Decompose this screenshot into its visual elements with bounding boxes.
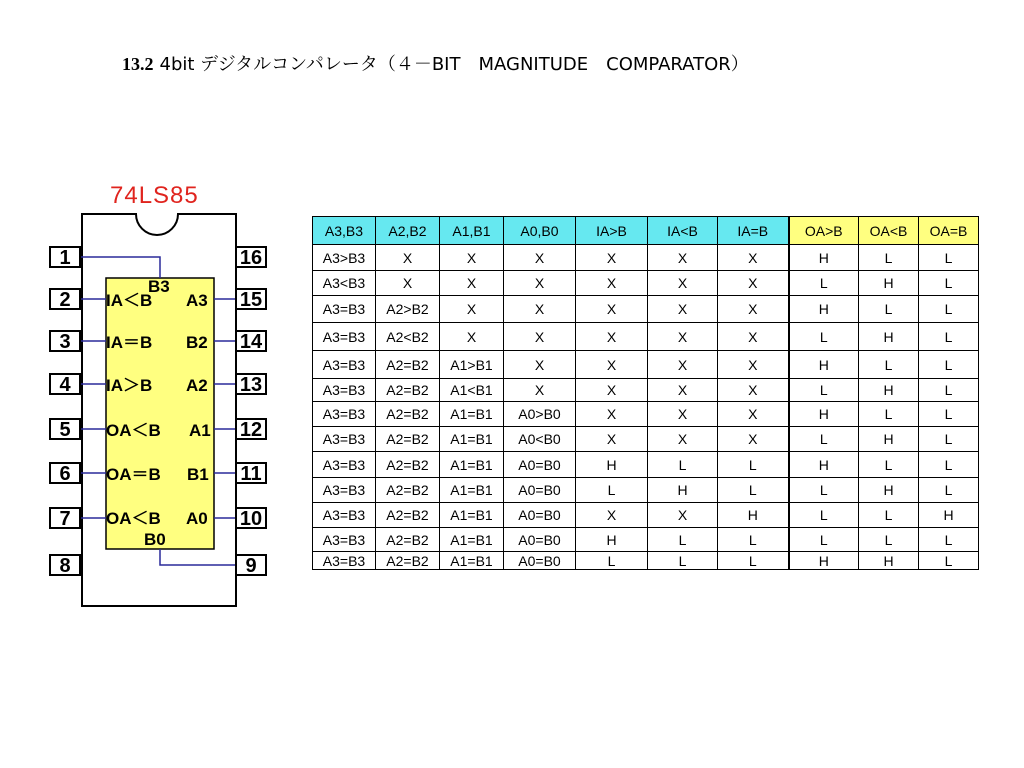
header-a2b2: A2,B2 [376, 217, 440, 245]
table-cell: X [648, 427, 718, 452]
table-cell: L [859, 528, 919, 552]
table-cell: H [859, 427, 919, 452]
table-cell: L [789, 271, 859, 296]
table-cell: L [919, 552, 979, 570]
table-cell: L [576, 552, 648, 570]
pin-number-15: 15 [239, 289, 263, 311]
pin-number-13: 13 [239, 374, 263, 396]
table-cell: A1=B1 [440, 478, 504, 503]
pin-number-8: 8 [59, 555, 71, 577]
table-cell: L [576, 478, 648, 503]
label-ia-lt-b: IA＜B [106, 291, 153, 310]
section-number: 13.2 [122, 54, 154, 74]
table-cell: L [648, 452, 718, 478]
header-oa-gt-b: OA>B [789, 217, 859, 245]
table-cell: X [576, 402, 648, 427]
table-cell: H [789, 296, 859, 323]
table-cell: A2=B2 [376, 379, 440, 402]
table-cell: X [504, 351, 576, 379]
truth-table-header [313, 217, 979, 245]
table-cell: A0=B0 [504, 478, 576, 503]
pin-number-11: 11 [240, 463, 262, 485]
label-ia-eq-b: IA＝B [106, 333, 153, 352]
table-cell: X [504, 379, 576, 402]
table-cell: X [718, 323, 789, 351]
table-cell: H [859, 323, 919, 351]
table-cell: L [919, 427, 979, 452]
table-row [313, 351, 979, 379]
table-cell: H [859, 379, 919, 402]
table-cell: L [859, 402, 919, 427]
table-cell: X [648, 351, 718, 379]
table-cell: L [789, 503, 859, 528]
table-cell: A3=B3 [313, 323, 376, 351]
table-cell: A0=B0 [504, 452, 576, 478]
table-cell: X [576, 503, 648, 528]
table-row [313, 245, 979, 271]
table-cell: A2=B2 [376, 528, 440, 552]
table-cell: A2=B2 [376, 351, 440, 379]
table-cell: L [919, 296, 979, 323]
table-cell: A3=B3 [313, 351, 376, 379]
label-ia-gt-b: IA＞B [106, 376, 153, 395]
table-cell: X [648, 402, 718, 427]
pin-number-10: 10 [239, 508, 263, 530]
table-cell: L [859, 503, 919, 528]
table-cell: X [648, 379, 718, 402]
table-cell: A2>B2 [376, 296, 440, 323]
table-cell: L [789, 478, 859, 503]
pin-number-5: 5 [59, 419, 71, 441]
table-cell: A2<B2 [376, 323, 440, 351]
table-cell: A2=B2 [376, 552, 440, 570]
table-cell: X [376, 271, 440, 296]
table-cell: X [718, 427, 789, 452]
table-cell: X [576, 323, 648, 351]
table-cell: A2=B2 [376, 503, 440, 528]
label-b1: B1 [187, 465, 209, 484]
table-cell: X [718, 245, 789, 271]
table-cell: H [859, 552, 919, 570]
table-cell: X [440, 323, 504, 351]
table-cell: L [718, 478, 789, 503]
table-cell: X [718, 271, 789, 296]
table-cell: A3=B3 [313, 452, 376, 478]
ic-package-diagram [40, 200, 320, 630]
table-cell: X [648, 323, 718, 351]
truth-table [312, 216, 979, 570]
table-cell: H [859, 478, 919, 503]
table-cell: L [648, 552, 718, 570]
title-text: 4bit デジタルコンパレータ（４－BIT MAGNITUDE COMPARATOR） [159, 54, 749, 75]
pin-number-3: 3 [59, 331, 71, 353]
table-row [313, 296, 979, 323]
table-cell: A0<B0 [504, 427, 576, 452]
table-cell: X [440, 271, 504, 296]
table-cell: L [789, 379, 859, 402]
pin-number-12: 12 [239, 419, 263, 441]
label-b3: B3 [148, 277, 170, 296]
table-cell: A3=B3 [313, 379, 376, 402]
table-cell: A2=B2 [376, 452, 440, 478]
truth-table-body [313, 245, 979, 570]
table-row [313, 552, 979, 570]
table-cell: X [440, 245, 504, 271]
table-cell: A1=B1 [440, 503, 504, 528]
header-oa-eq-b: OA=B [919, 217, 979, 245]
table-cell: H [789, 552, 859, 570]
table-cell: X [648, 245, 718, 271]
table-cell: X [576, 296, 648, 323]
table-cell: L [859, 351, 919, 379]
table-cell: L [919, 245, 979, 271]
table-cell: L [859, 245, 919, 271]
table-cell: X [648, 271, 718, 296]
table-cell: A3<B3 [313, 271, 376, 296]
table-cell: A3=B3 [313, 552, 376, 570]
table-cell: H [718, 503, 789, 528]
table-cell: L [919, 452, 979, 478]
label-a2: A2 [186, 376, 208, 395]
table-row [313, 271, 979, 296]
table-cell: A0>B0 [504, 402, 576, 427]
table-cell: L [919, 323, 979, 351]
label-oa-lt-b-2: OA＜B [106, 509, 161, 528]
header-a3b3: A3,B3 [313, 217, 376, 245]
header-oa-lt-b: OA<B [859, 217, 919, 245]
table-cell: A3=B3 [313, 427, 376, 452]
table-cell: A3=B3 [313, 503, 376, 528]
table-cell: A1=B1 [440, 528, 504, 552]
table-cell: L [919, 351, 979, 379]
header-a0b0: A0,B0 [504, 217, 576, 245]
table-cell: X [440, 296, 504, 323]
table-cell: H [648, 478, 718, 503]
table-row [313, 452, 979, 478]
table-cell: L [919, 379, 979, 402]
table-cell: X [504, 271, 576, 296]
table-cell: L [789, 528, 859, 552]
table-cell: H [789, 351, 859, 379]
pin-number-14: 14 [239, 331, 263, 353]
header-a1b1: A1,B1 [440, 217, 504, 245]
table-cell: A1=B1 [440, 402, 504, 427]
table-cell: A1<B1 [440, 379, 504, 402]
table-cell: X [576, 427, 648, 452]
table-cell: X [504, 296, 576, 323]
table-cell: L [718, 528, 789, 552]
table-cell: A2=B2 [376, 478, 440, 503]
table-cell: L [919, 478, 979, 503]
pin-number-6: 6 [59, 463, 71, 485]
table-cell: A3=B3 [313, 402, 376, 427]
table-row [313, 427, 979, 452]
chip-name: 74LS85 [110, 182, 199, 209]
table-cell: H [859, 271, 919, 296]
table-cell: L [919, 271, 979, 296]
header-ia-lt-b: IA<B [648, 217, 718, 245]
table-cell: A2=B2 [376, 402, 440, 427]
label-b0: B0 [144, 530, 166, 549]
table-cell: L [859, 452, 919, 478]
table-cell: H [789, 452, 859, 478]
table-cell: A3=B3 [313, 528, 376, 552]
table-row [313, 528, 979, 552]
table-cell: X [576, 351, 648, 379]
pin-number-7: 7 [59, 508, 71, 530]
table-cell: H [789, 402, 859, 427]
table-cell: X [576, 379, 648, 402]
table-cell: L [859, 296, 919, 323]
pin-number-9: 9 [245, 555, 257, 577]
table-cell: H [576, 452, 648, 478]
table-row [313, 503, 979, 528]
table-cell: X [718, 402, 789, 427]
header-ia-gt-b: IA>B [576, 217, 648, 245]
table-cell: A1=B1 [440, 552, 504, 570]
table-row [313, 478, 979, 503]
label-a0: A0 [186, 509, 208, 528]
table-row [313, 379, 979, 402]
table-row [313, 402, 979, 427]
table-cell: L [718, 452, 789, 478]
pin-number-1: 1 [59, 247, 71, 269]
table-cell: X [718, 379, 789, 402]
table-cell: X [504, 245, 576, 271]
table-cell: X [718, 296, 789, 323]
label-a3: A3 [186, 291, 208, 310]
page-title [122, 50, 749, 76]
table-cell: L [919, 402, 979, 427]
pin-number-2: 2 [59, 289, 71, 311]
table-cell: A1=B1 [440, 427, 504, 452]
table-cell: X [576, 271, 648, 296]
table-cell: H [919, 503, 979, 528]
label-oa-lt-b: OA＜B [106, 421, 161, 440]
table-cell: A1>B1 [440, 351, 504, 379]
table-cell: X [576, 245, 648, 271]
table-cell: A2=B2 [376, 427, 440, 452]
table-cell: L [648, 528, 718, 552]
pin-number-4: 4 [59, 374, 71, 396]
table-cell: H [789, 245, 859, 271]
table-cell: A3=B3 [313, 296, 376, 323]
table-cell: X [376, 245, 440, 271]
label-a1: A1 [189, 421, 211, 440]
table-row [313, 323, 979, 351]
table-cell: L [718, 552, 789, 570]
table-cell: L [919, 528, 979, 552]
pin-number-16: 16 [239, 247, 263, 269]
table-cell: X [648, 503, 718, 528]
table-cell: X [718, 351, 789, 379]
table-cell: A0=B0 [504, 552, 576, 570]
label-oa-eq-b: OA＝B [106, 465, 161, 484]
table-cell: A1=B1 [440, 452, 504, 478]
table-cell: A3>B3 [313, 245, 376, 271]
table-cell: A0=B0 [504, 503, 576, 528]
table-cell: L [789, 323, 859, 351]
table-cell: L [789, 427, 859, 452]
label-b2: B2 [186, 333, 208, 352]
table-cell: X [648, 296, 718, 323]
table-cell: X [504, 323, 576, 351]
table-cell: H [576, 528, 648, 552]
table-cell: A3=B3 [313, 478, 376, 503]
header-ia-eq-b: IA=B [718, 217, 789, 245]
table-cell: A0=B0 [504, 528, 576, 552]
